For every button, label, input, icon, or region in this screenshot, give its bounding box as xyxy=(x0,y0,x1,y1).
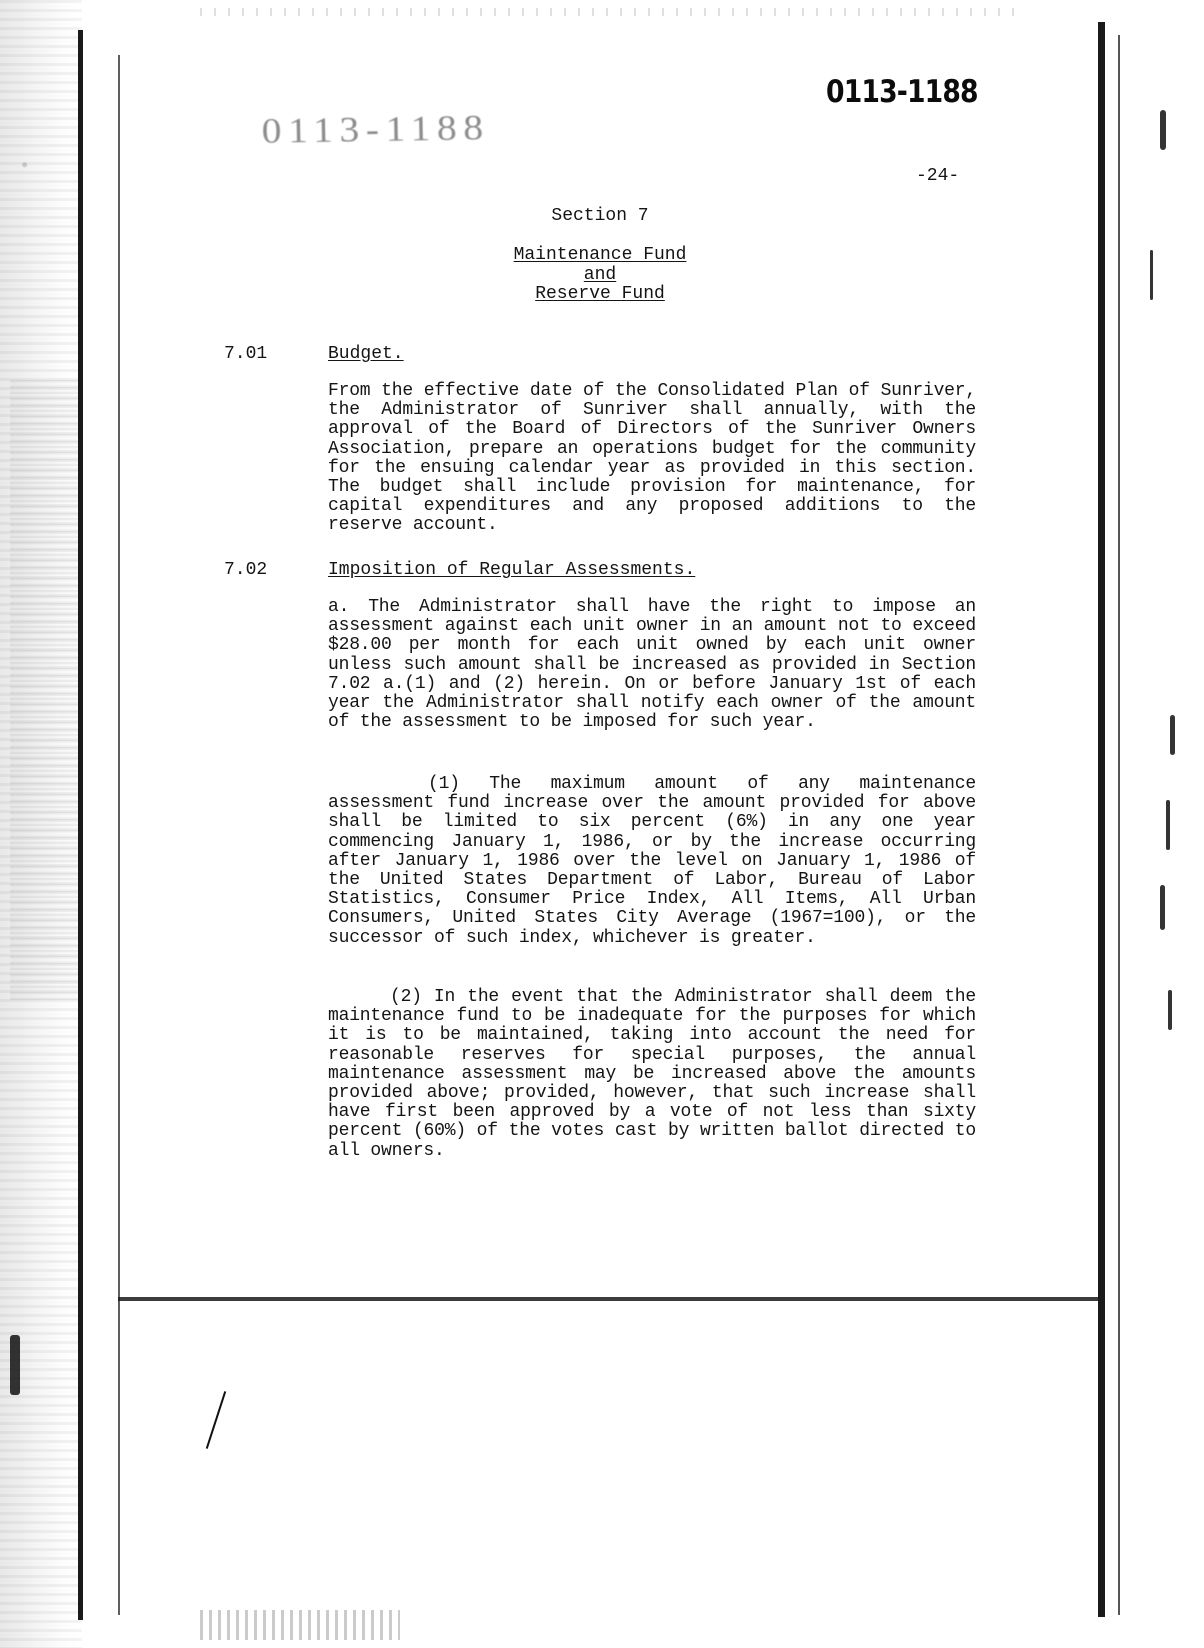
section-subtitle-line-2: and xyxy=(583,265,617,285)
document-number: 0113-1188 xyxy=(826,74,978,110)
page-right-border xyxy=(1098,22,1105,1617)
margin-mark xyxy=(1160,885,1165,930)
section-title: Section 7 xyxy=(551,206,649,226)
page-number: -24- xyxy=(916,166,960,186)
clause-paragraph: From the effective date of the Consolidated Plan of Sunriver, the Administrator of Sunriver shall annually, with the approval of the Board of Directors of the Sunriver Owners Association, prepare an operations budget for the community for the ensuing calendar year as provided in this section. The budget shall include provision for maintenance, for capital expenditures and any proposed additions to the reserve account. xyxy=(328,381,976,536)
section-subtitle-line-3: Reserve Fund xyxy=(535,284,665,304)
margin-mark xyxy=(1170,715,1175,755)
ghost-stamp-number: 0113-1188 xyxy=(261,107,491,151)
page-left-border xyxy=(78,30,83,1620)
page-right-inner-border xyxy=(1118,35,1120,1615)
clause-subparagraph: (1) The maximum amount of any maintenance assessment fund increase over the amount provided for above shall be limited to six percent (6%) in any one year commencing January 1, 1986, or by the increase occurring after January 1, 1986 over the level on January 1, 1986 of the United States Department of Labor, Bureau of Labor Statistics, Consumer Price Index, All Items, All Urban Consumers, United States City Average (1967=100), or the successor of such index, whichever is greater. xyxy=(328,774,976,948)
scan-noise-top xyxy=(200,8,1020,16)
clause-subparagraph: (2) In the event that the Administrator shall deem the maintenance fund to be inadequate for the purposes for which it is to be maintained, taking into account the need for reasonable reserves for special purposes, the annual maintenance assessment may be increased above the amounts provided above; provided, however, that such increase shall have first been approved by a vote of not less than sixty percent (60%) of the votes cast by written ballot directed to all owners. xyxy=(328,987,976,1161)
margin-mark xyxy=(1150,250,1153,300)
bottom-rule xyxy=(118,1297,1100,1301)
clause-heading: Budget. xyxy=(328,344,404,364)
margin-mark xyxy=(1166,800,1170,850)
scan-noise-bottom xyxy=(200,1610,400,1640)
clause-number: 7.01 xyxy=(224,344,268,364)
margin-slash-mark xyxy=(206,1391,226,1449)
margin-mark xyxy=(1160,110,1166,150)
margin-mark xyxy=(10,1335,20,1395)
clause-heading: Imposition of Regular Assessments. xyxy=(328,560,696,580)
margin-mark xyxy=(1168,990,1172,1030)
scan-noise-left-dense xyxy=(10,380,80,1000)
section-subtitle-line-1: Maintenance Fund xyxy=(513,245,687,265)
clause-paragraph: a. The Administrator shall have the right to impose an assessment against each unit owner in an amount not to exceed $28.00 per month for each unit owned by each unit owner unless such amount shall be increased as provided in Section 7.02 a.(1) and (2) herein. On or before January 1st of each year the Administrator shall notify each owner of the amount of the assessment to be imposed for such year. xyxy=(328,597,976,733)
clause-number: 7.02 xyxy=(224,560,268,580)
page-inner-left-border xyxy=(118,55,120,1615)
